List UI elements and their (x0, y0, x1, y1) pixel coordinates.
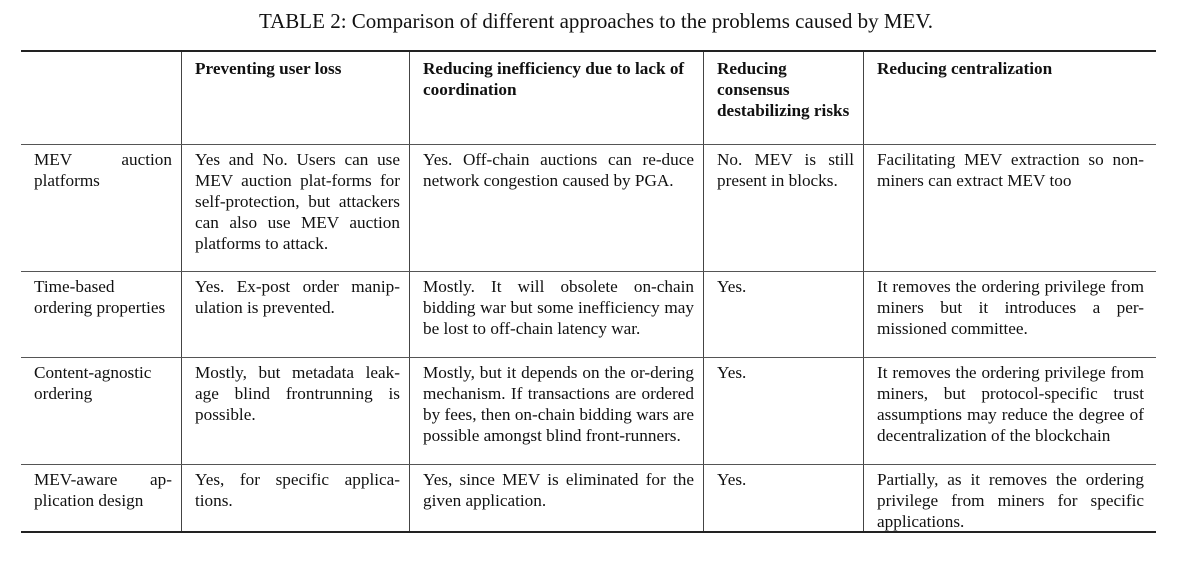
user-loss-cell: Yes. Ex-post order manip-ulation is prevented. (181, 272, 409, 357)
centralization-cell: Partially, as it removes the ordering privilege from miners for specific applications. (863, 465, 1156, 531)
user-loss-cell: Yes and No. Users can use MEV auction plat-forms for self-protection, but attackers can also use MEV auction platforms to attack. (181, 145, 409, 271)
consensus-cell: No. MEV is still present in blocks. (703, 145, 863, 271)
consensus-cell: Yes. (703, 272, 863, 357)
approach-cell: MEV-aware ap-plication design (34, 470, 172, 510)
table-row (21, 357, 1156, 464)
user-loss-cell: Mostly, but metadata leak-age blind frontrunning is possible. (181, 358, 409, 464)
inefficiency-cell: Yes. Off-chain auctions can re-duce network congestion caused by PGA. (409, 145, 703, 271)
centralization-cell: It removes the ordering privilege from miners but it introduces a per-missioned committee. (863, 272, 1156, 357)
table-row (21, 144, 1156, 271)
inefficiency-cell: Mostly, but it depends on the or-dering mechanism. If transactions are ordered by fees, then on-chain bidding wars are possible amongst blind front-runners. (409, 358, 703, 464)
approach-cell: Content-agnostic ordering (34, 363, 152, 403)
inefficiency-cell: Yes, since MEV is eliminated for the given application. (409, 465, 703, 531)
approach-cell: Time-based ordering properties (34, 277, 166, 317)
table-row (21, 464, 1156, 531)
consensus-cell: Yes. (703, 358, 863, 464)
table-header-row (21, 52, 1156, 144)
header-cell-user-loss: Preventing user loss (181, 52, 409, 144)
header-cell-approach (21, 52, 181, 144)
table-caption: TABLE 2: Comparison of different approaches to the problems caused by MEV. (258, 9, 934, 33)
centralization-cell: Facilitating MEV extraction so non-miners can extract MEV too (863, 145, 1156, 271)
approach-cell: MEV auction platforms (34, 150, 172, 190)
header-cell-consensus: Reducing consensus destabilizing risks (703, 52, 863, 144)
table-row (21, 271, 1156, 357)
inefficiency-cell: Mostly. It will obsolete on-chain bidding war but some inefficiency may be lost to off-chain latency war. (409, 272, 703, 357)
comparison-table (21, 50, 1156, 533)
header-cell-centralization: Reducing centralization (863, 52, 1156, 144)
header-cell-inefficiency: Reducing inefficiency due to lack of coordination (409, 52, 703, 144)
centralization-cell: It removes the ordering privilege from miners, but protocol-specific trust assumptions may reduce the degree of decentralization of the blockchain (863, 358, 1156, 464)
user-loss-cell: Yes, for specific applica-tions. (181, 465, 409, 531)
consensus-cell: Yes. (703, 465, 863, 531)
